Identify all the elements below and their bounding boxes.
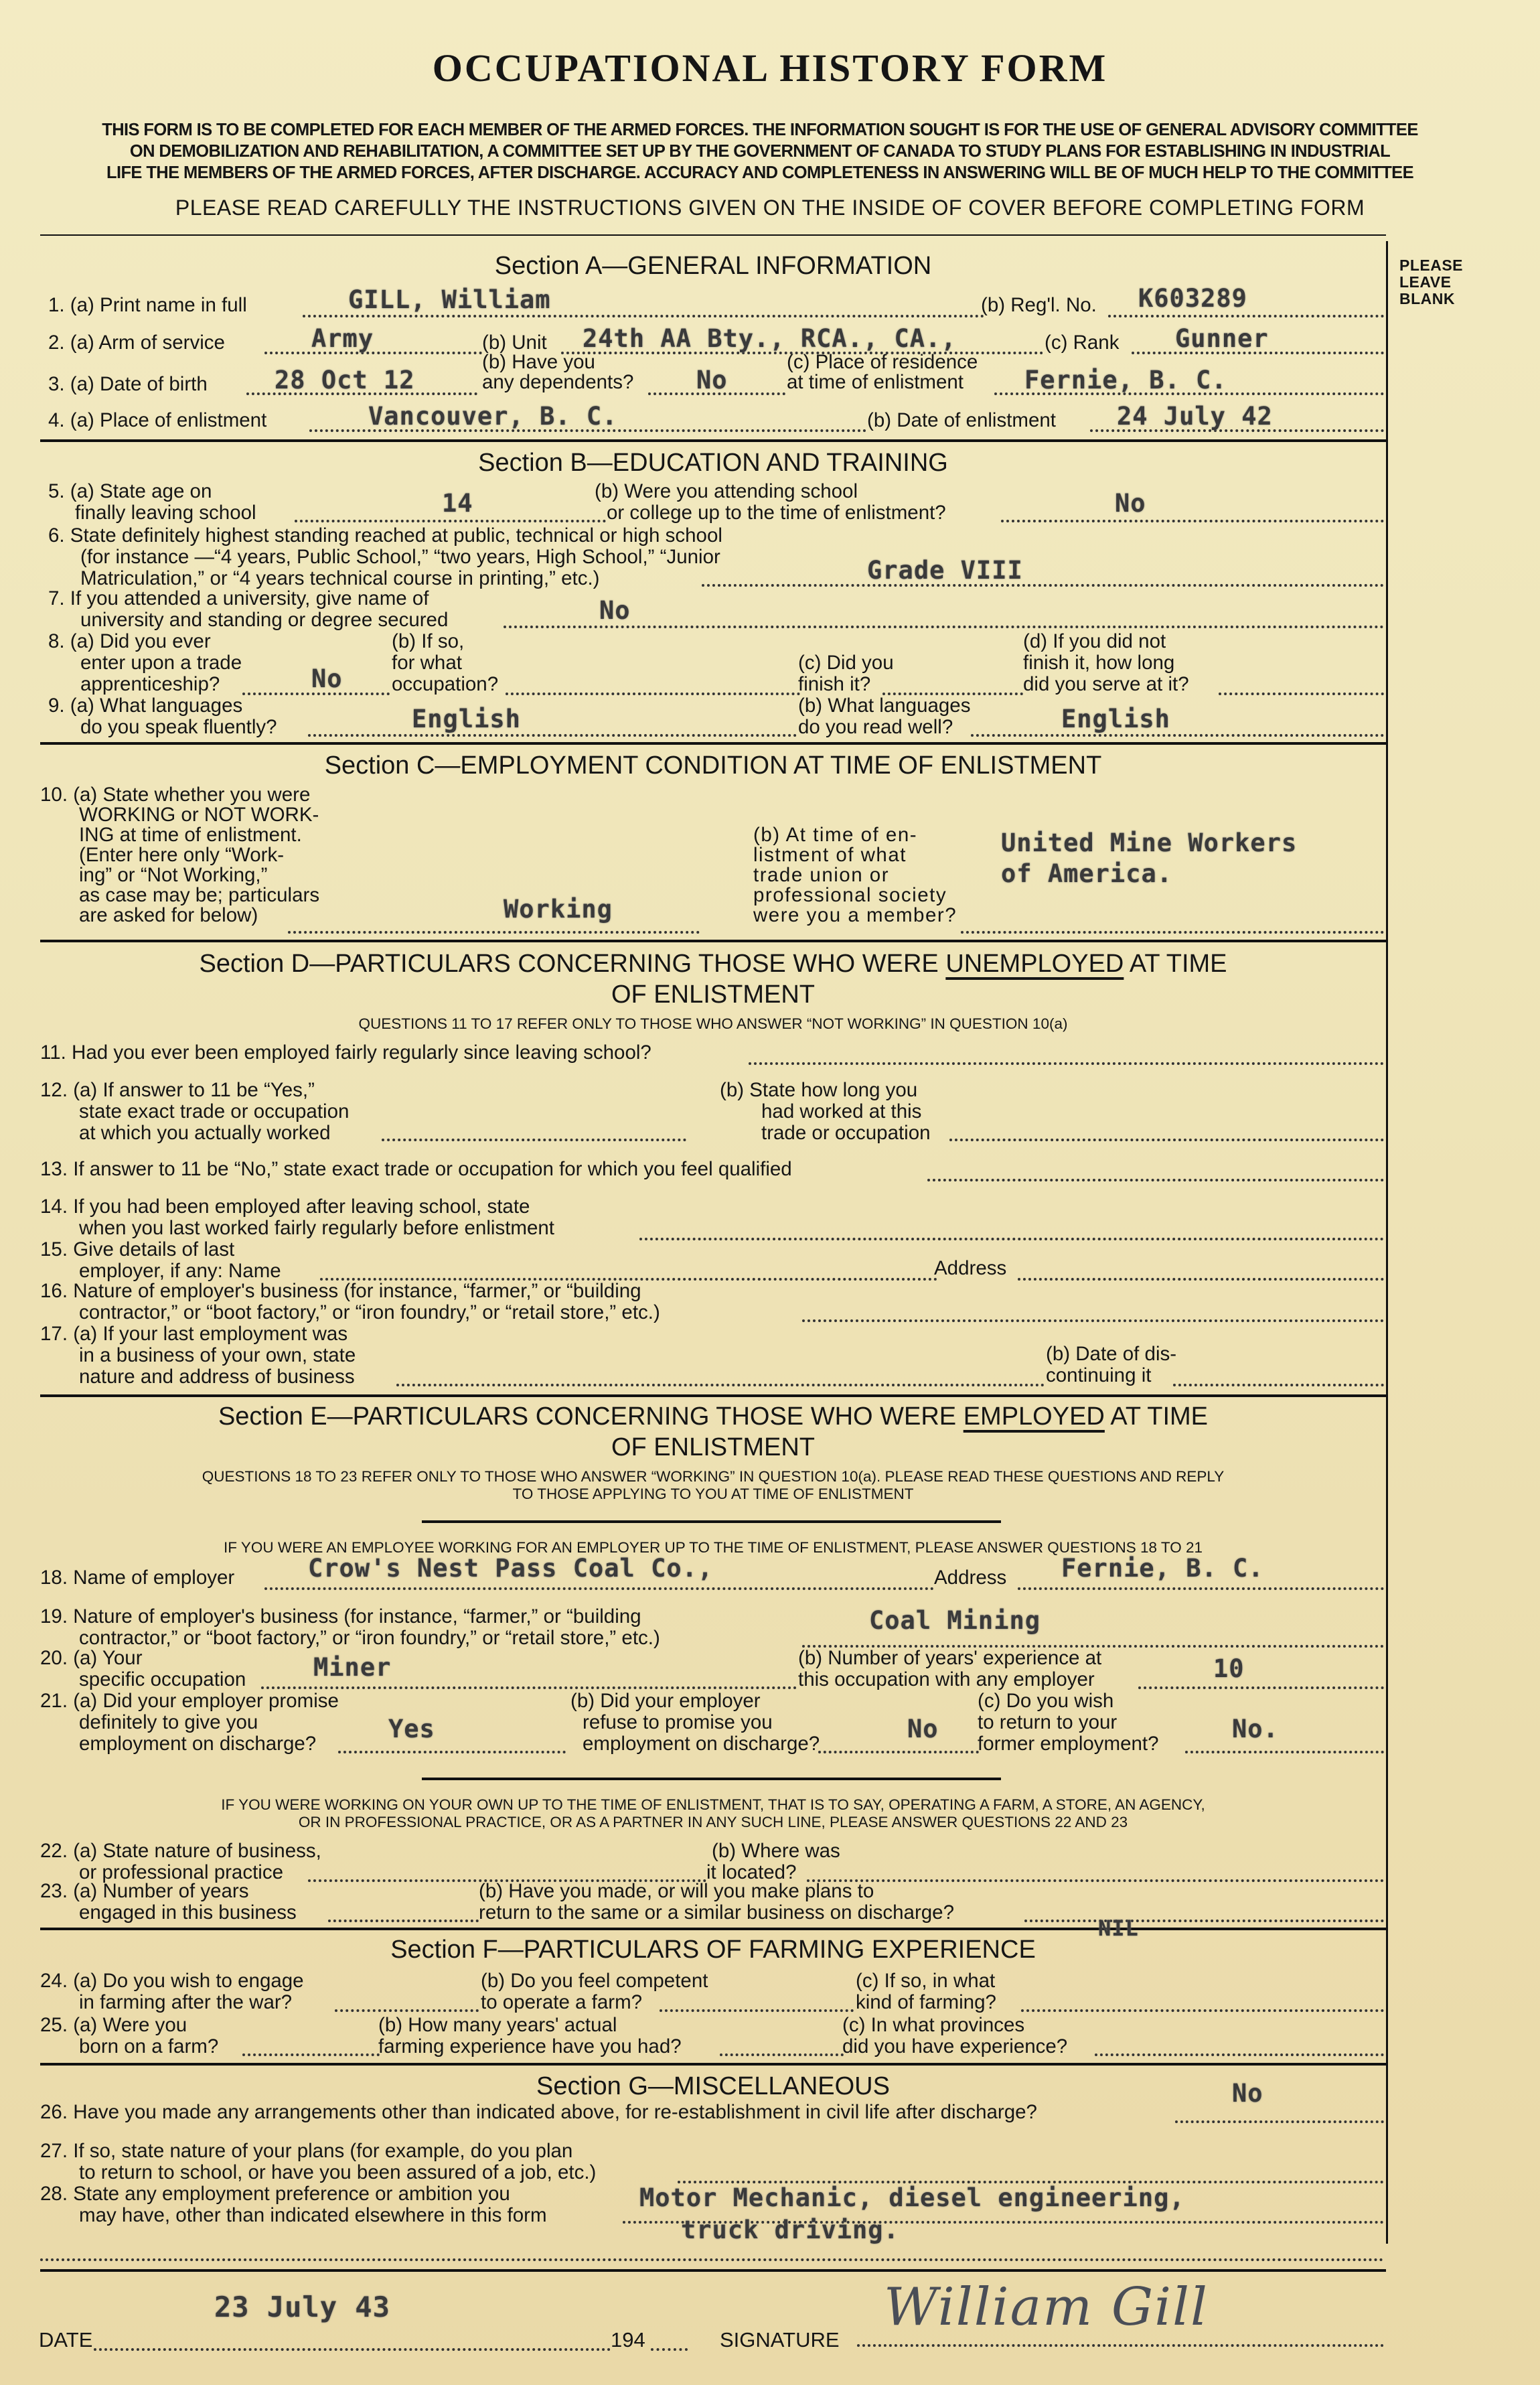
instruction-text: PLEASE READ CAREFULLY THE INSTRUCTIONS GIVEN ON THE INSIDE OF COVER BEFORE COMPLETING FORM (175, 196, 1365, 220)
q6-value[interactable]: Grade VIII (867, 556, 1023, 585)
q23b-label: (b) Have you made, or will you make plans to return to the same or a similar business on discharge? (479, 1880, 954, 1924)
q14-label: 14. If you had been employed after leaving school, state when you last worked fairly regularly before enlistment (40, 1196, 554, 1239)
q1b-field-line[interactable] (1108, 315, 1384, 317)
nil-stamp: NIL (1098, 1916, 1139, 1941)
q1a-field-line[interactable] (303, 315, 984, 317)
q20b-field-line[interactable] (1138, 1686, 1384, 1689)
q4b-value[interactable]: 24 July 42 (1117, 402, 1273, 431)
q12a-label: 12. (a) If answer to 11 be “Yes,” state exact trade or occupation at which you actually worked (40, 1079, 350, 1144)
q3b-label: (b) Have you any dependents? (482, 351, 634, 393)
q12b-field-line[interactable] (949, 1139, 1384, 1141)
date-field-line[interactable] (94, 2348, 611, 2351)
q20a-value[interactable]: Miner (313, 1653, 392, 1682)
q2b-label: (b) Unit (482, 332, 547, 354)
q21a-field-line[interactable] (338, 1751, 566, 1753)
q23a-label: 23. (a) Number of years engaged in this business (40, 1880, 297, 1924)
q12a-field-line[interactable] (382, 1139, 686, 1141)
q21b-label: (b) Did your employer refuse to promise you employment on discharge? (570, 1690, 820, 1755)
note-line: PLEASE (1399, 257, 1464, 274)
date-value[interactable]: 23 July 43 (214, 2291, 390, 2323)
q5b-value[interactable]: No (1115, 489, 1146, 518)
q19-value[interactable]: Coal Mining (869, 1606, 1041, 1635)
q25b-field-line[interactable] (720, 2053, 844, 2056)
section-b-heading: Section B—EDUCATION AND TRAINING (478, 449, 948, 477)
q7-value[interactable]: No (599, 596, 631, 625)
q8b-field-line[interactable] (506, 693, 800, 695)
section-divider (40, 742, 1386, 745)
section-e-heading: Section E—PARTICULARS CONCERNING THOSE WHO WERE EMPLOYED AT TIME OF ENLISTMENT (218, 1402, 1209, 1461)
intro-line: ON DEMOBILIZATION AND REHABILITATION, A COMMITTEE SET UP BY THE GOVERNMENT OF CANADA TO STUDY PLANS FOR ESTABLISHING IN INDUSTRIAL (129, 142, 1391, 161)
q21b-value[interactable]: No (907, 1715, 939, 1743)
q8a-label: 8. (a) Did you ever enter upon a trade apprenticeship? (48, 630, 242, 695)
q27-label: 27. If so, state nature of your plans (for example, do you plan to return to school, or have you been assured of a job, etc.) (40, 2140, 597, 2183)
q12b-label: (b) State how long you had worked at this trade or occupation (720, 1079, 931, 1144)
q18-address-label: Address (934, 1567, 1007, 1589)
please-leave-blank-note (1399, 257, 1463, 307)
section-f-heading: Section F—PARTICULARS OF FARMING EXPERIENCE (390, 1936, 1036, 1964)
q26-field-line[interactable] (1175, 2120, 1384, 2123)
q2c-label: (c) Rank (1045, 332, 1120, 354)
q15-address-label: Address (934, 1257, 1007, 1279)
q1b-value[interactable]: K603289 (1138, 284, 1247, 313)
intro-line: LIFE THE MEMBERS OF THE ARMED FORCES, AFTER DISCHARGE. ACCURACY AND COMPLETENESS IN ANSWERING WILL BE OF MUCH HELP TO THE COMMITTEE (106, 163, 1413, 182)
q10a-value[interactable]: Working (504, 895, 613, 924)
q21b-field-line[interactable] (818, 1751, 979, 1753)
year-field-line[interactable] (651, 2348, 688, 2351)
q2b-value[interactable]: 24th AA Bty., RCA., CA., (583, 324, 957, 353)
q8a-value[interactable]: No (311, 664, 343, 693)
section-divider (40, 439, 1386, 442)
q3c-value[interactable]: Fernie, B. C. (1024, 366, 1227, 394)
q24c-label: (c) If so, in what kind of farming? (856, 1970, 996, 2013)
signature-label: SIGNATURE (720, 2328, 840, 2352)
section-a-heading: Section A—GENERAL INFORMATION (494, 252, 932, 280)
q9a-value[interactable]: English (412, 705, 521, 733)
q22a-label: 22. (a) State nature of business, or professional practice (40, 1840, 321, 1883)
q5b-field-line[interactable] (1001, 520, 1384, 522)
q13-label: 13. If answer to 11 be “No,” state exact trade or occupation for which you feel qualified (40, 1158, 792, 1180)
q16-field-line[interactable] (802, 1319, 1384, 1322)
q17b-field-line[interactable] (1173, 1384, 1384, 1386)
q4b-label: (b) Date of enlistment (867, 409, 1057, 431)
q8c-label: (c) Did you finish it? (798, 652, 894, 695)
divider (40, 234, 1386, 236)
q8d-label: (d) If you did not finish it, how long did you serve at it? (1023, 630, 1189, 695)
q5a-field-line[interactable] (295, 520, 606, 522)
q25c-label: (c) In what provinces did you have experience? (842, 2014, 1068, 2057)
q17a-label: 17. (a) If your last employment was in a business of your own, state nature and address of business (40, 1323, 356, 1388)
q6-field-line[interactable] (702, 584, 1384, 587)
section-g-heading: Section G—MISCELLANEOUS (536, 2072, 890, 2100)
q10a-label: 10. (a) State whether you were WORKING or NOT WORK- ING at time of enlistment. (Enter here only “Work- ing” or “Not Working,” as case may be; particulars are asked for below) (40, 784, 320, 926)
section-e-note: QUESTIONS 18 TO 23 REFER ONLY TO THOSE WHO ANSWER “WORKING” IN QUESTION 10(a). PLEASE READ THESE QUESTIONS AND REPLY TO THOSE APPLYING TO YOU AT TIME OF ENLISTMENT (202, 1468, 1225, 1502)
q17a-field-line[interactable] (396, 1384, 1045, 1386)
q8b-label: (b) If so, for what occupation? (392, 630, 499, 695)
q18-label: 18. Name of employer (40, 1567, 235, 1589)
q10a-field-line[interactable] (288, 931, 700, 934)
q23a-field-line[interactable] (328, 1920, 479, 1922)
divider (422, 1778, 1001, 1780)
q18-field-line[interactable] (264, 1587, 934, 1590)
q22b-label: (b) Where was it located? (706, 1840, 840, 1883)
q9a-label: 9. (a) What languages do you speak fluently? (48, 695, 277, 738)
q10b-field-line[interactable] (961, 931, 1384, 934)
q20b-value[interactable]: 10 (1213, 1654, 1245, 1683)
intro-text (37, 119, 1483, 184)
section-divider (40, 940, 1386, 942)
q25a-label: 25. (a) Were you born on a farm? (40, 2014, 219, 2057)
q2c-value[interactable]: Gunner (1175, 324, 1269, 353)
q24a-label: 24. (a) Do you wish to engage in farming after the war? (40, 1970, 304, 2013)
q11-label: 11. Had you ever been employed fairly regularly since leaving school? (40, 1041, 651, 1064)
q4a-value[interactable]: Vancouver, B. C. (368, 402, 618, 431)
date-label: DATE (39, 2328, 93, 2352)
q21c-field-line[interactable] (1185, 1751, 1384, 1753)
q10b-label: (b) At time of en- listment of what trade union or professional society were you a member? (753, 824, 957, 926)
q26-label: 26. Have you made any arrangements other than indicated above, for re-establishment in civil life after discharge? (40, 2101, 1037, 2123)
q18-address-value[interactable]: Fernie, B. C. (1061, 1554, 1264, 1583)
q7-field-line[interactable] (504, 626, 1384, 628)
q3c-label: (c) Place of residence at time of enlistment (787, 351, 978, 393)
q3a-value[interactable]: 28 Oct 12 (275, 366, 415, 394)
q21a-label: 21. (a) Did your employer promise definitely to give you employment on discharge? (40, 1690, 339, 1755)
q21c-label: (c) Do you wish to return to your former employment? (978, 1690, 1159, 1755)
section-divider (40, 1928, 1386, 1930)
q15-label: 15. Give details of last employer, if any: Name (40, 1238, 281, 1282)
signature[interactable]: William Gill (884, 2277, 1209, 2337)
note-line: LEAVE (1399, 273, 1452, 291)
q3b-value[interactable]: No (696, 366, 728, 394)
signature-field-line[interactable] (857, 2344, 1384, 2347)
q8d-field-line[interactable] (1219, 693, 1384, 695)
form-title: OCCUPATIONAL HISTORY FORM (432, 46, 1108, 90)
q25b-label: (b) How many years' actual farming experience have you had? (378, 2014, 682, 2057)
year-prefix: 194 (611, 2328, 645, 2352)
section-c-heading: Section C—EMPLOYMENT CONDITION AT TIME OF ENLISTMENT (324, 751, 1102, 780)
q11-field-line[interactable] (749, 1062, 1384, 1065)
q18-value[interactable]: Crow's Nest Pass Coal Co., (308, 1554, 714, 1583)
q19-label: 19. Nature of employer's business (for instance, “farmer,” or “building contractor,” or “boot factory,” or “iron foundry,” or “retail store,” etc.) (40, 1605, 660, 1649)
q2a-value[interactable]: Army (311, 324, 374, 353)
margin-divider (1386, 241, 1388, 2244)
divider (422, 1520, 1001, 1523)
q25a-field-line[interactable] (242, 2053, 380, 2056)
q13-field-line[interactable] (927, 1179, 1384, 1181)
q17b-label: (b) Date of dis- continuing it (1046, 1343, 1177, 1386)
q24b-label: (b) Do you feel competent to operate a farm? (481, 1970, 708, 2013)
q5a-value[interactable]: 14 (442, 489, 473, 518)
q21c-value[interactable]: No. (1232, 1715, 1279, 1743)
intro-line: THIS FORM IS TO BE COMPLETED FOR EACH MEMBER OF THE ARMED FORCES. THE INFORMATION SOUGHT IS FOR THE USE OF GENERAL ADVISORY COMMITTEE (102, 121, 1418, 139)
section-divider (40, 1394, 1386, 1397)
section-d-note: QUESTIONS 11 TO 17 REFER ONLY TO THOSE WHO ANSWER “NOT WORKING” IN QUESTION 10(a) (358, 1015, 1068, 1032)
q24c-field-line[interactable] (1021, 2009, 1384, 2012)
q1b-label: (b) Reg'l. No. (981, 294, 1097, 316)
q18-address-field-line[interactable] (1018, 1587, 1384, 1590)
q6-label: 6. State definitely highest standing reached at public, technical or high school (for instance —“4 years, Public School,” “two years, High School,” “Junior Matriculation,” or “4 years technical course in printing,” etc.) (48, 524, 722, 589)
q10b-value[interactable]: United Mine Workers of America. (1001, 828, 1298, 888)
q7-label: 7. If you attended a university, give name of university and standing or degree secured (48, 587, 449, 631)
q1a-value[interactable]: GILL, William (348, 285, 551, 314)
q21a-value[interactable]: Yes (388, 1715, 435, 1743)
q25c-field-line[interactable] (1095, 2053, 1384, 2056)
q23b-field-line[interactable] (1024, 1920, 1384, 1922)
q20a-field-line[interactable] (261, 1686, 797, 1689)
q28-field-line-2[interactable] (40, 2258, 1384, 2261)
q9a-field-line[interactable] (308, 734, 797, 737)
q9b-field-line[interactable] (971, 734, 1384, 737)
section-divider (40, 2063, 1386, 2066)
q14-field-line[interactable] (639, 1238, 1384, 1240)
q3a-label: 3. (a) Date of birth (48, 373, 208, 395)
q28-label: 28. State any employment preference or ambition you may have, other than indicated elsewhere in this form (40, 2183, 547, 2226)
q9b-label: (b) What languages do you read well? (798, 695, 971, 738)
employee-note: IF YOU WERE AN EMPLOYEE WORKING FOR AN EMPLOYER UP TO THE TIME OF ENLISTMENT, PLEASE ANSWER QUESTIONS 18 TO 21 (223, 1539, 1203, 1556)
note-line: BLANK (1399, 290, 1455, 307)
q20a-label: 20. (a) Your specific occupation (40, 1647, 246, 1690)
q20b-label: (b) Number of years' experience at this occupation with any employer (798, 1647, 1102, 1690)
q24a-field-line[interactable] (335, 2009, 479, 2012)
q1a-label: 1. (a) Print name in full (48, 294, 247, 316)
q2a-label: 2. (a) Arm of service (48, 332, 225, 354)
q28-value[interactable]: Motor Mechanic, diesel engineering, truck driving. (639, 2183, 1185, 2244)
section-d-heading: Section D—PARTICULARS CONCERNING THOSE WHO WERE UNEMPLOYED AT TIME OF ENLISTMENT (199, 950, 1227, 1009)
q24b-field-line[interactable] (660, 2009, 854, 2012)
q5a-label: 5. (a) State age on finally leaving school (48, 480, 256, 524)
q4a-label: 4. (a) Place of enlistment (48, 409, 267, 431)
section-divider (40, 2269, 1386, 2272)
q16-label: 16. Nature of employer's business (for instance, “farmer,” or “building contractor,” or “boot factory,” or “iron foundry,” or “retail store,” etc.) (40, 1280, 660, 1323)
q15-address-field-line[interactable] (1018, 1278, 1384, 1281)
own-business-note: IF YOU WERE WORKING ON YOUR OWN UP TO THE TIME OF ENLISTMENT, THAT IS TO SAY, OPERATING A FARM, A STORE, AN AGENCY, OR IN PROFESSIONAL PRACTICE, OR AS A PARTNER IN ANY SUCH LINE, PLEASE ANSWER QUESTIONS 22 AND 23 (221, 1796, 1205, 1830)
q5b-label: (b) Were you attending school or college up to the time of enlistment? (595, 480, 946, 524)
q26-value[interactable]: No (1232, 2079, 1263, 2108)
q9b-value[interactable]: English (1061, 705, 1170, 733)
